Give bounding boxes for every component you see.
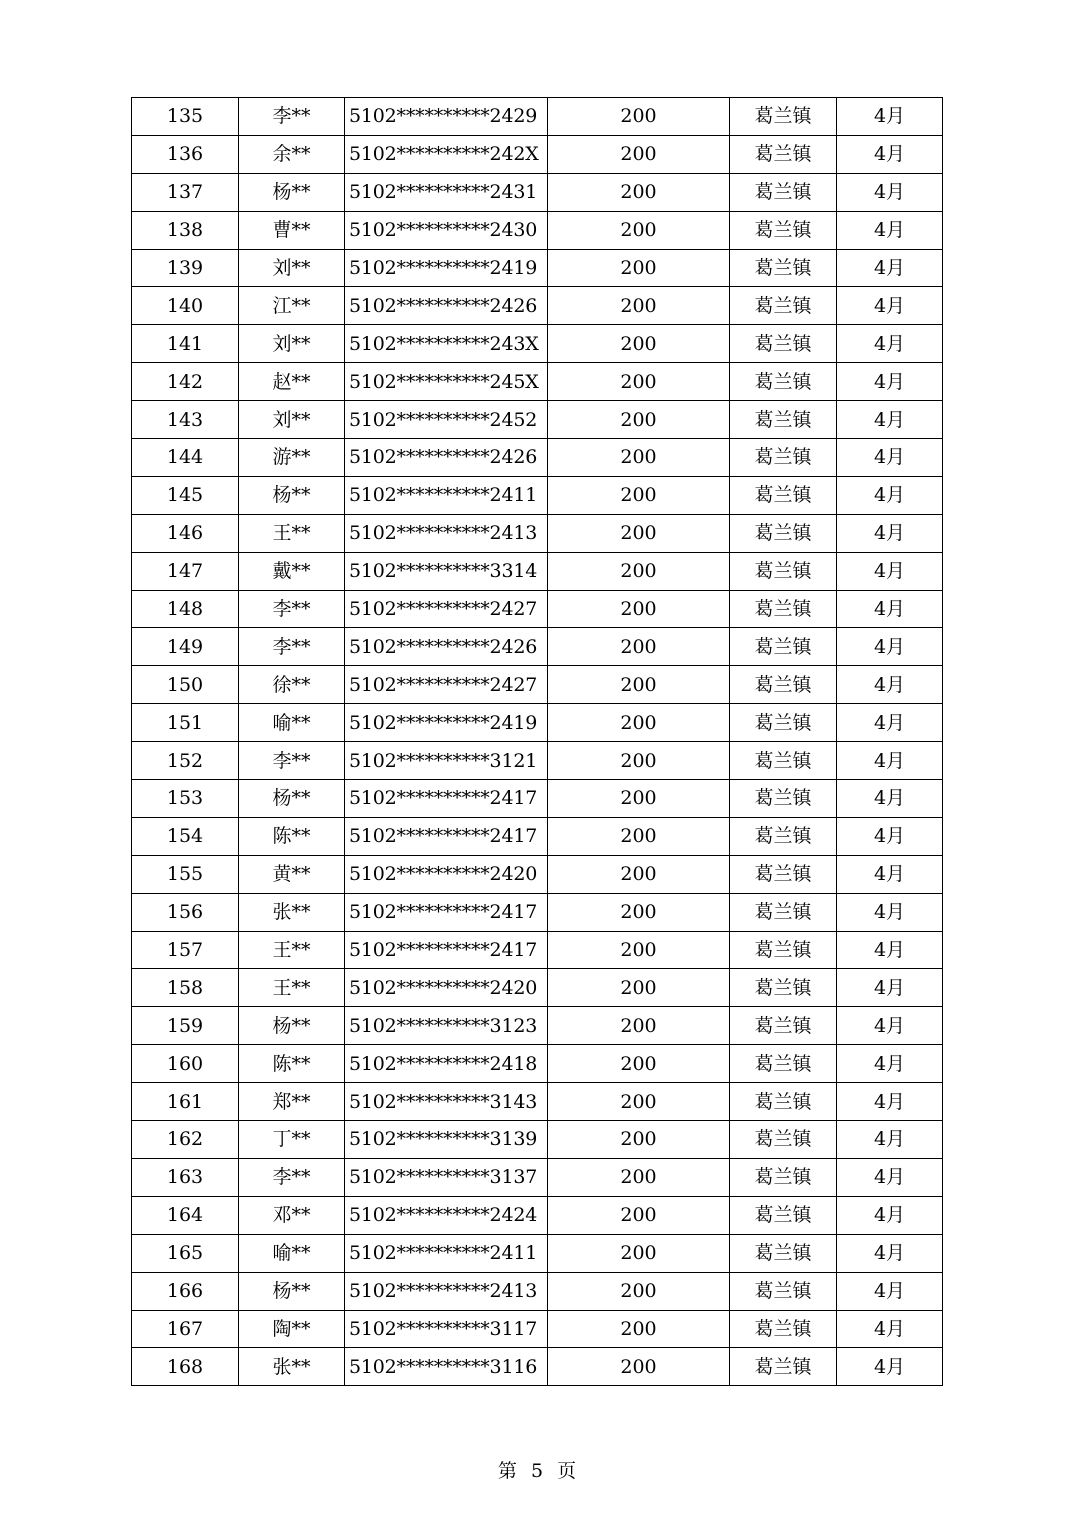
cell-no: 145 <box>132 476 239 514</box>
cell-id-number: 5102**********2417 <box>345 817 548 855</box>
cell-id-number: 5102**********2411 <box>345 476 548 514</box>
cell-amount: 200 <box>548 931 730 969</box>
cell-id-number: 5102**********2417 <box>345 780 548 818</box>
cell-amount: 200 <box>548 439 730 477</box>
cell-amount: 200 <box>548 1272 730 1310</box>
cell-amount: 200 <box>548 98 730 136</box>
cell-id-number: 5102**********3121 <box>345 742 548 780</box>
cell-town: 葛兰镇 <box>730 1234 837 1272</box>
cell-amount: 200 <box>548 1007 730 1045</box>
cell-name: 刘** <box>239 249 345 287</box>
cell-amount: 200 <box>548 514 730 552</box>
cell-id-number: 5102**********2452 <box>345 401 548 439</box>
footer-suffix: 页 <box>557 1460 577 1482</box>
cell-name: 李** <box>239 590 345 628</box>
cell-month: 4月 <box>837 893 943 931</box>
table-row <box>132 893 943 931</box>
cell-town: 葛兰镇 <box>730 135 837 173</box>
cell-name: 陶** <box>239 1310 345 1348</box>
cell-no: 165 <box>132 1234 239 1272</box>
cell-no: 138 <box>132 211 239 249</box>
cell-amount: 200 <box>548 1121 730 1159</box>
cell-month: 4月 <box>837 1083 943 1121</box>
cell-id-number: 5102**********2427 <box>345 666 548 704</box>
cell-name: 张** <box>239 893 345 931</box>
cell-name: 杨** <box>239 1007 345 1045</box>
page-number: 5 <box>530 1460 544 1482</box>
cell-month: 4月 <box>837 211 943 249</box>
cell-no: 147 <box>132 552 239 590</box>
cell-town: 葛兰镇 <box>730 855 837 893</box>
table-row <box>132 1310 943 1348</box>
cell-id-number: 5102**********2419 <box>345 249 548 287</box>
cell-town: 葛兰镇 <box>730 1158 837 1196</box>
cell-name: 郑** <box>239 1083 345 1121</box>
cell-no: 161 <box>132 1083 239 1121</box>
table-row <box>132 287 943 325</box>
cell-no: 135 <box>132 98 239 136</box>
table-row <box>132 476 943 514</box>
cell-month: 4月 <box>837 287 943 325</box>
table-row <box>132 666 943 704</box>
cell-name: 李** <box>239 1158 345 1196</box>
cell-amount: 200 <box>548 1158 730 1196</box>
cell-name: 江** <box>239 287 345 325</box>
cell-amount: 200 <box>548 552 730 590</box>
cell-month: 4月 <box>837 590 943 628</box>
cell-town: 葛兰镇 <box>730 98 837 136</box>
table-row <box>132 363 943 401</box>
cell-month: 4月 <box>837 1158 943 1196</box>
cell-id-number: 5102**********242X <box>345 135 548 173</box>
cell-name: 李** <box>239 628 345 666</box>
cell-town: 葛兰镇 <box>730 666 837 704</box>
cell-no: 142 <box>132 363 239 401</box>
cell-town: 葛兰镇 <box>730 742 837 780</box>
cell-town: 葛兰镇 <box>730 173 837 211</box>
cell-name: 李** <box>239 98 345 136</box>
cell-month: 4月 <box>837 363 943 401</box>
cell-no: 150 <box>132 666 239 704</box>
cell-name: 杨** <box>239 173 345 211</box>
cell-no: 144 <box>132 439 239 477</box>
table-row <box>132 1045 943 1083</box>
cell-month: 4月 <box>837 1196 943 1234</box>
cell-name: 黄** <box>239 855 345 893</box>
cell-no: 164 <box>132 1196 239 1234</box>
cell-id-number: 5102**********2430 <box>345 211 548 249</box>
cell-amount: 200 <box>548 401 730 439</box>
table-row <box>132 969 943 1007</box>
cell-town: 葛兰镇 <box>730 211 837 249</box>
cell-name: 王** <box>239 514 345 552</box>
cell-town: 葛兰镇 <box>730 817 837 855</box>
cell-town: 葛兰镇 <box>730 325 837 363</box>
cell-amount: 200 <box>548 249 730 287</box>
cell-no: 140 <box>132 287 239 325</box>
cell-no: 149 <box>132 628 239 666</box>
cell-month: 4月 <box>837 1007 943 1045</box>
cell-no: 139 <box>132 249 239 287</box>
cell-amount: 200 <box>548 1196 730 1234</box>
table-row <box>132 1121 943 1159</box>
cell-amount: 200 <box>548 590 730 628</box>
cell-name: 王** <box>239 969 345 1007</box>
cell-name: 丁** <box>239 1121 345 1159</box>
table-row <box>132 552 943 590</box>
cell-amount: 200 <box>548 780 730 818</box>
cell-month: 4月 <box>837 931 943 969</box>
cell-amount: 200 <box>548 476 730 514</box>
cell-month: 4月 <box>837 855 943 893</box>
cell-name: 曹** <box>239 211 345 249</box>
cell-month: 4月 <box>837 552 943 590</box>
cell-id-number: 5102**********245X <box>345 363 548 401</box>
cell-id-number: 5102**********2418 <box>345 1045 548 1083</box>
cell-town: 葛兰镇 <box>730 1007 837 1045</box>
cell-id-number: 5102**********2419 <box>345 704 548 742</box>
cell-month: 4月 <box>837 704 943 742</box>
cell-no: 154 <box>132 817 239 855</box>
cell-id-number: 5102**********2426 <box>345 287 548 325</box>
cell-month: 4月 <box>837 135 943 173</box>
cell-amount: 200 <box>548 1083 730 1121</box>
cell-amount: 200 <box>548 287 730 325</box>
table-row <box>132 1272 943 1310</box>
cell-name: 李** <box>239 742 345 780</box>
cell-no: 153 <box>132 780 239 818</box>
cell-id-number: 5102**********2426 <box>345 439 548 477</box>
cell-town: 葛兰镇 <box>730 590 837 628</box>
cell-no: 158 <box>132 969 239 1007</box>
cell-name: 游** <box>239 439 345 477</box>
cell-amount: 200 <box>548 817 730 855</box>
cell-id-number: 5102**********3123 <box>345 1007 548 1045</box>
cell-id-number: 5102**********3143 <box>345 1083 548 1121</box>
cell-month: 4月 <box>837 439 943 477</box>
cell-town: 葛兰镇 <box>730 893 837 931</box>
roster-table <box>131 97 943 1386</box>
cell-amount: 200 <box>548 893 730 931</box>
cell-town: 葛兰镇 <box>730 439 837 477</box>
table-row <box>132 135 943 173</box>
table-row <box>132 780 943 818</box>
cell-id-number: 5102**********2417 <box>345 931 548 969</box>
cell-month: 4月 <box>837 666 943 704</box>
cell-month: 4月 <box>837 401 943 439</box>
cell-id-number: 5102**********243X <box>345 325 548 363</box>
cell-amount: 200 <box>548 1045 730 1083</box>
cell-amount: 200 <box>548 969 730 1007</box>
cell-month: 4月 <box>837 173 943 211</box>
table-row <box>132 1234 943 1272</box>
cell-name: 喻** <box>239 704 345 742</box>
table-row <box>132 1083 943 1121</box>
cell-town: 葛兰镇 <box>730 1272 837 1310</box>
cell-name: 刘** <box>239 325 345 363</box>
cell-no: 160 <box>132 1045 239 1083</box>
footer-prefix: 第 <box>497 1460 517 1482</box>
table-row <box>132 514 943 552</box>
table-row <box>132 1196 943 1234</box>
cell-id-number: 5102**********3139 <box>345 1121 548 1159</box>
cell-no: 155 <box>132 855 239 893</box>
cell-amount: 200 <box>548 173 730 211</box>
cell-month: 4月 <box>837 1310 943 1348</box>
page-footer <box>0 1456 1074 1483</box>
cell-no: 143 <box>132 401 239 439</box>
cell-town: 葛兰镇 <box>730 931 837 969</box>
table-row <box>132 211 943 249</box>
cell-amount: 200 <box>548 135 730 173</box>
cell-name: 杨** <box>239 780 345 818</box>
cell-no: 136 <box>132 135 239 173</box>
table-row <box>132 249 943 287</box>
cell-amount: 200 <box>548 704 730 742</box>
cell-name: 喻** <box>239 1234 345 1272</box>
cell-no: 141 <box>132 325 239 363</box>
table-row <box>132 590 943 628</box>
cell-amount: 200 <box>548 325 730 363</box>
cell-amount: 200 <box>548 363 730 401</box>
cell-no: 166 <box>132 1272 239 1310</box>
cell-town: 葛兰镇 <box>730 1196 837 1234</box>
cell-name: 刘** <box>239 401 345 439</box>
table-row <box>132 855 943 893</box>
cell-name: 戴** <box>239 552 345 590</box>
cell-month: 4月 <box>837 325 943 363</box>
cell-name: 陈** <box>239 1045 345 1083</box>
cell-month: 4月 <box>837 969 943 1007</box>
cell-town: 葛兰镇 <box>730 1310 837 1348</box>
cell-town: 葛兰镇 <box>730 401 837 439</box>
cell-town: 葛兰镇 <box>730 249 837 287</box>
cell-month: 4月 <box>837 742 943 780</box>
cell-id-number: 5102**********2427 <box>345 590 548 628</box>
cell-id-number: 5102**********2413 <box>345 514 548 552</box>
cell-id-number: 5102**********2417 <box>345 893 548 931</box>
cell-month: 4月 <box>837 249 943 287</box>
cell-no: 163 <box>132 1158 239 1196</box>
cell-month: 4月 <box>837 1348 943 1386</box>
table-row <box>132 1348 943 1386</box>
cell-month: 4月 <box>837 628 943 666</box>
cell-no: 156 <box>132 893 239 931</box>
cell-town: 葛兰镇 <box>730 1045 837 1083</box>
cell-no: 137 <box>132 173 239 211</box>
table-row <box>132 628 943 666</box>
cell-town: 葛兰镇 <box>730 704 837 742</box>
cell-name: 陈** <box>239 817 345 855</box>
cell-amount: 200 <box>548 1310 730 1348</box>
cell-name: 徐** <box>239 666 345 704</box>
cell-no: 152 <box>132 742 239 780</box>
cell-id-number: 5102**********2431 <box>345 173 548 211</box>
table-row <box>132 98 943 136</box>
cell-no: 162 <box>132 1121 239 1159</box>
cell-town: 葛兰镇 <box>730 476 837 514</box>
cell-amount: 200 <box>548 742 730 780</box>
cell-town: 葛兰镇 <box>730 363 837 401</box>
cell-id-number: 5102**********2411 <box>345 1234 548 1272</box>
cell-month: 4月 <box>837 1045 943 1083</box>
cell-town: 葛兰镇 <box>730 780 837 818</box>
cell-no: 168 <box>132 1348 239 1386</box>
table-row <box>132 401 943 439</box>
cell-id-number: 5102**********2413 <box>345 1272 548 1310</box>
cell-name: 张** <box>239 1348 345 1386</box>
cell-name: 王** <box>239 931 345 969</box>
cell-amount: 200 <box>548 211 730 249</box>
cell-amount: 200 <box>548 666 730 704</box>
cell-month: 4月 <box>837 1234 943 1272</box>
cell-id-number: 5102**********2429 <box>345 98 548 136</box>
cell-no: 159 <box>132 1007 239 1045</box>
cell-amount: 200 <box>548 855 730 893</box>
cell-town: 葛兰镇 <box>730 514 837 552</box>
cell-month: 4月 <box>837 1121 943 1159</box>
cell-town: 葛兰镇 <box>730 287 837 325</box>
cell-id-number: 5102**********2420 <box>345 855 548 893</box>
cell-name: 赵** <box>239 363 345 401</box>
cell-month: 4月 <box>837 1272 943 1310</box>
cell-id-number: 5102**********3137 <box>345 1158 548 1196</box>
table-body <box>132 98 943 1386</box>
cell-id-number: 5102**********2426 <box>345 628 548 666</box>
cell-town: 葛兰镇 <box>730 1083 837 1121</box>
cell-id-number: 5102**********2424 <box>345 1196 548 1234</box>
table-row <box>132 325 943 363</box>
cell-no: 167 <box>132 1310 239 1348</box>
cell-town: 葛兰镇 <box>730 1348 837 1386</box>
cell-town: 葛兰镇 <box>730 552 837 590</box>
table-row <box>132 742 943 780</box>
cell-name: 杨** <box>239 476 345 514</box>
table-row <box>132 1158 943 1196</box>
cell-name: 杨** <box>239 1272 345 1310</box>
cell-no: 146 <box>132 514 239 552</box>
cell-id-number: 5102**********3116 <box>345 1348 548 1386</box>
cell-month: 4月 <box>837 514 943 552</box>
table-row <box>132 173 943 211</box>
table-row <box>132 817 943 855</box>
cell-amount: 200 <box>548 1348 730 1386</box>
cell-month: 4月 <box>837 780 943 818</box>
cell-month: 4月 <box>837 817 943 855</box>
cell-month: 4月 <box>837 476 943 514</box>
cell-amount: 200 <box>548 1234 730 1272</box>
cell-id-number: 5102**********3314 <box>345 552 548 590</box>
cell-no: 157 <box>132 931 239 969</box>
cell-town: 葛兰镇 <box>730 1121 837 1159</box>
cell-amount: 200 <box>548 628 730 666</box>
table-row <box>132 704 943 742</box>
cell-town: 葛兰镇 <box>730 628 837 666</box>
cell-name: 邓** <box>239 1196 345 1234</box>
cell-town: 葛兰镇 <box>730 969 837 1007</box>
cell-no: 151 <box>132 704 239 742</box>
table-row <box>132 1007 943 1045</box>
cell-id-number: 5102**********2420 <box>345 969 548 1007</box>
table-row <box>132 931 943 969</box>
table-row <box>132 439 943 477</box>
cell-id-number: 5102**********3117 <box>345 1310 548 1348</box>
cell-no: 148 <box>132 590 239 628</box>
cell-name: 余** <box>239 135 345 173</box>
cell-month: 4月 <box>837 98 943 136</box>
